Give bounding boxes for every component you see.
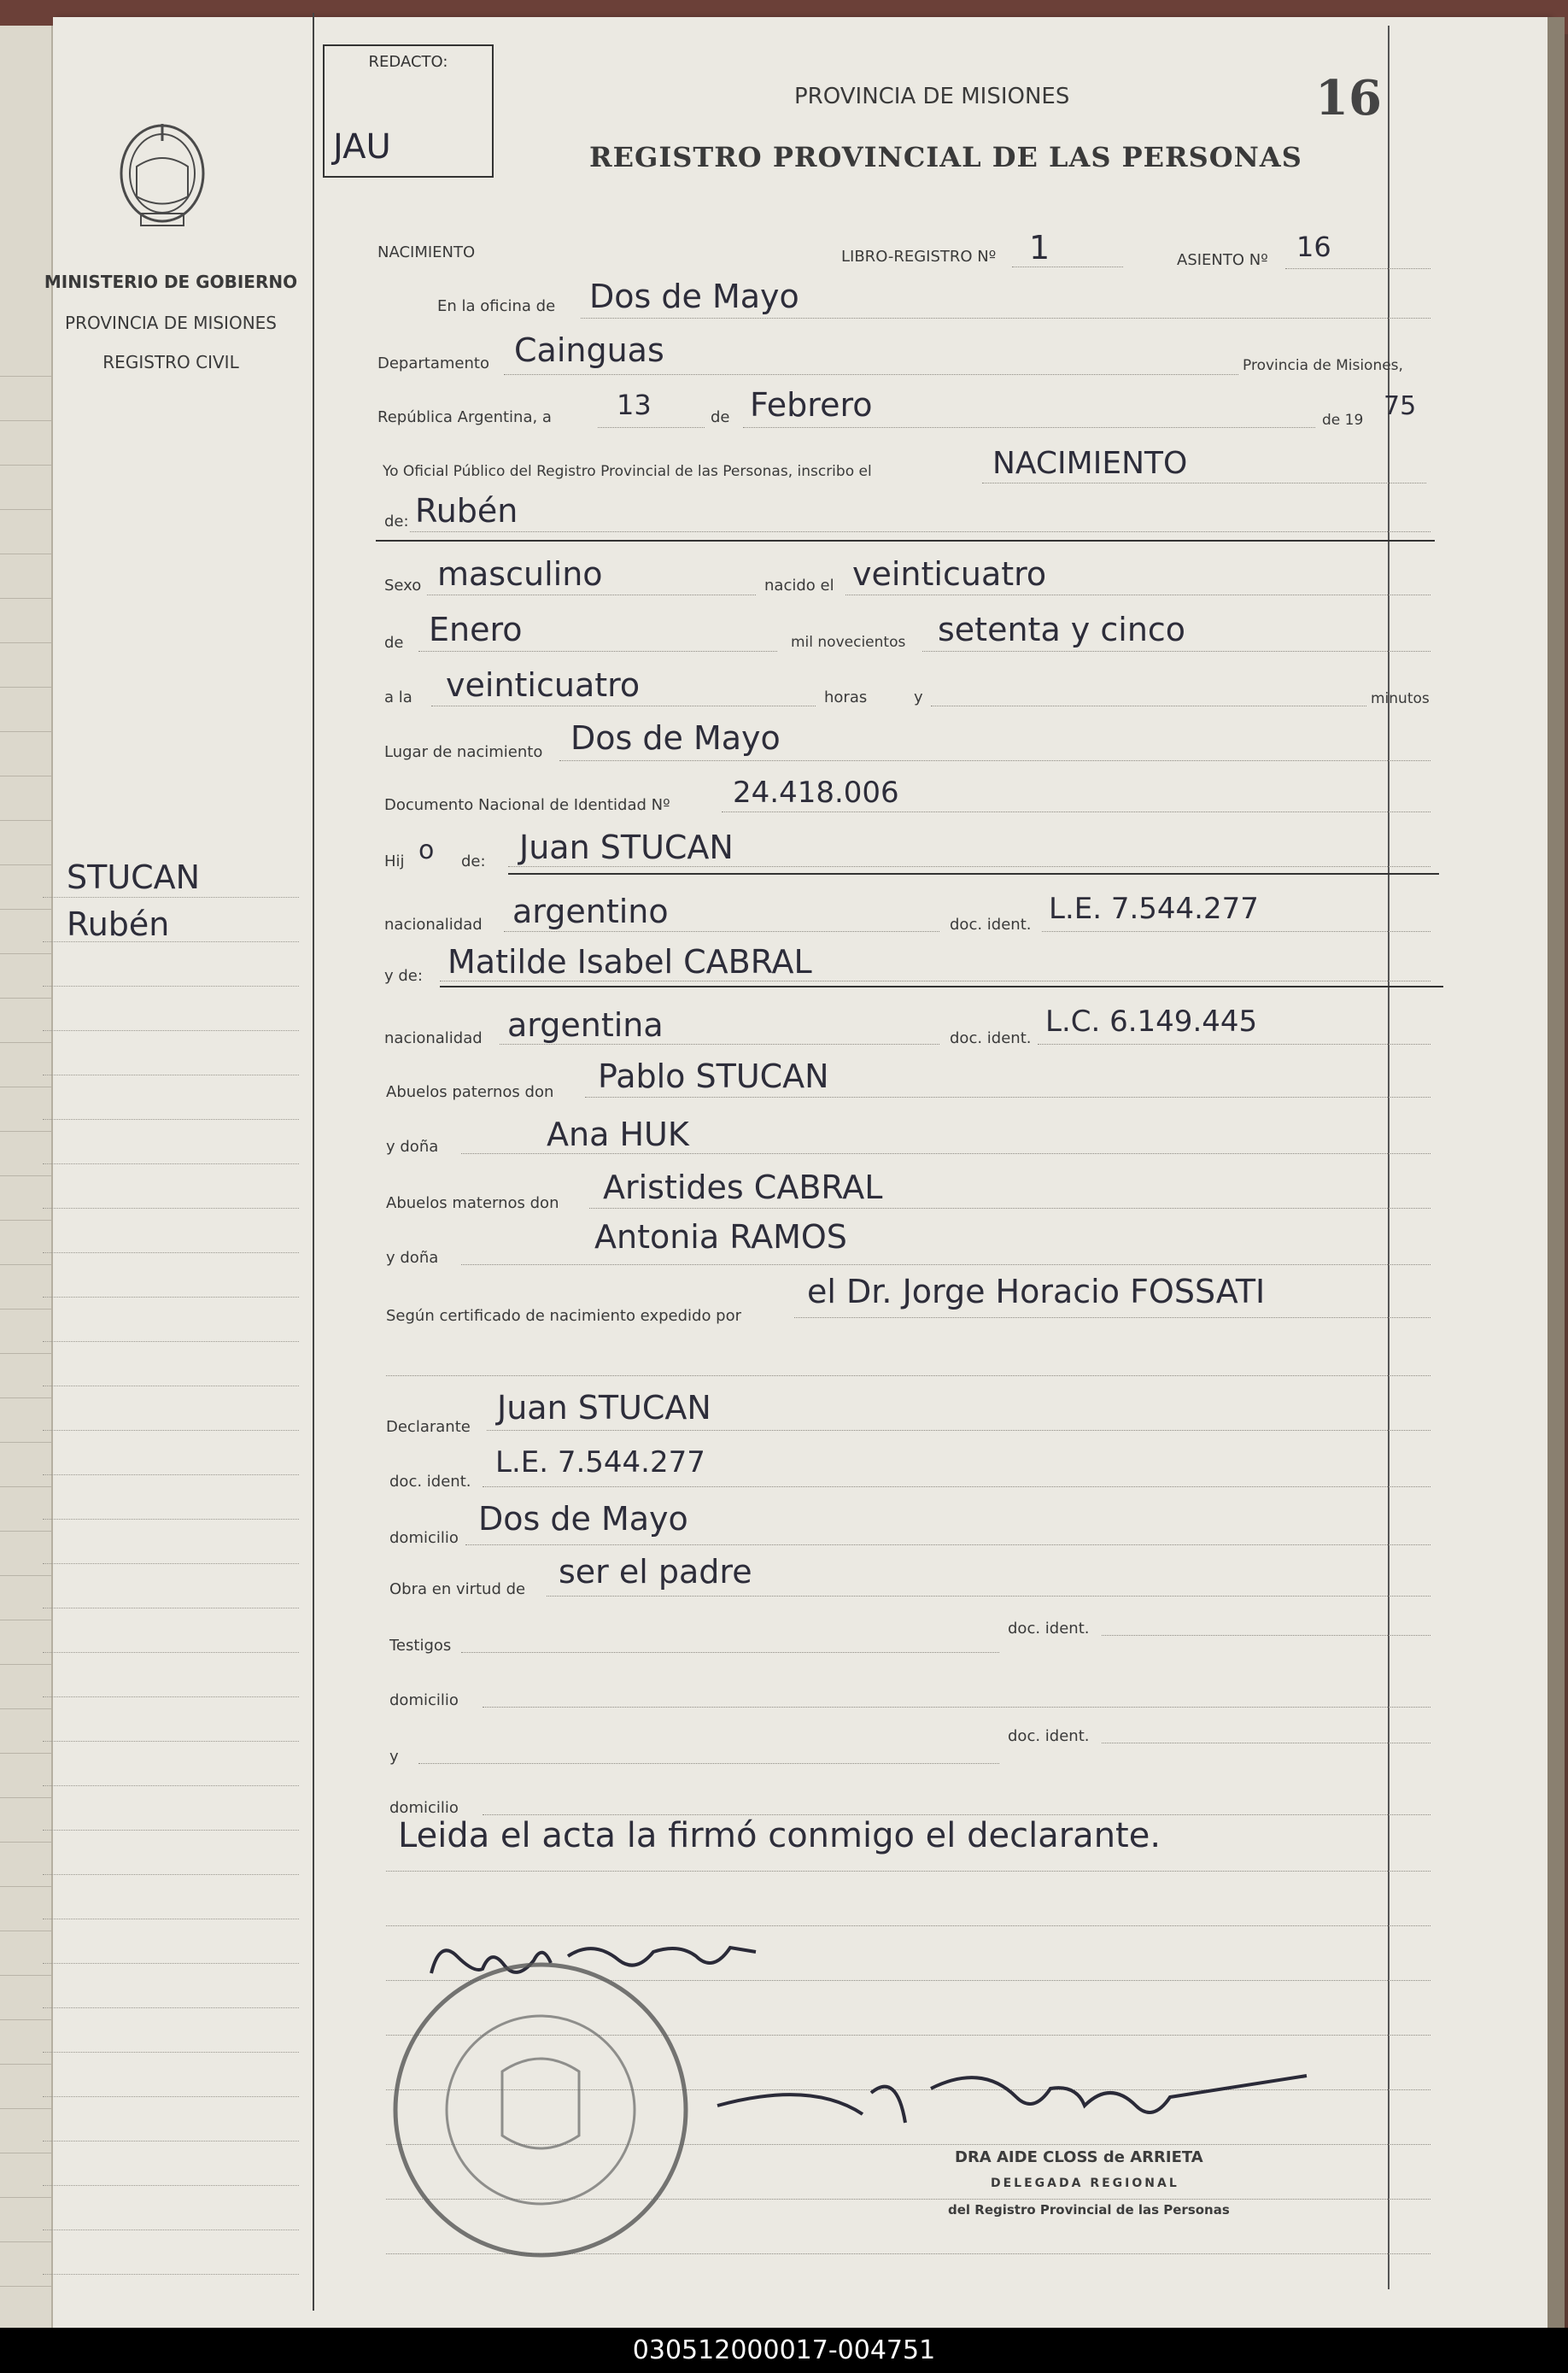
margin-ruled-line — [43, 2185, 299, 2186]
asiento-label: ASIENTO Nº — [1177, 251, 1268, 269]
margin-surname: STUCAN — [67, 858, 201, 896]
facing-page-line — [0, 909, 51, 910]
facing-page-line — [0, 1175, 51, 1176]
margin-ruled-line — [43, 941, 299, 942]
abuela-pat-value: Ana HUK — [547, 1116, 689, 1153]
officer-signature — [709, 2046, 1460, 2157]
official-stamp — [383, 1952, 699, 2268]
ministry-province: PROVINCIA DE MISIONES — [65, 313, 277, 333]
margin-ruled-line — [43, 1874, 299, 1875]
margin-ruled-line — [43, 2229, 299, 2230]
header-registry-title: REGISTRO PROVINCIAL DE LAS PERSONAS — [589, 141, 1302, 173]
testigos-label: Testigos — [389, 1637, 452, 1655]
testigo1-doc-label: doc. ident. — [1008, 1620, 1090, 1638]
abuela-mat-value: Antonia RAMOS — [594, 1218, 847, 1256]
year-value: 75 — [1384, 391, 1417, 421]
month-value: Febrero — [750, 386, 873, 424]
testigo2-doc-label: doc. ident. — [1008, 1727, 1090, 1745]
obra-value: ser el padre — [559, 1553, 752, 1591]
abuelo-pat-value: Pablo STUCAN — [598, 1058, 829, 1095]
delegate-title: DELEGADA REGIONAL — [991, 2177, 1179, 2190]
madre-nac-value: argentina — [507, 1006, 664, 1044]
testigo2-domicilio-label: domicilio — [389, 1799, 459, 1817]
margin-ruled-line — [43, 2274, 299, 2275]
facing-page-line — [0, 1309, 51, 1310]
yde-label: y de: — [384, 967, 423, 985]
page-number: 16 — [1315, 70, 1382, 126]
libro-value: 1 — [1029, 229, 1050, 267]
margin-ruled-line — [43, 1785, 299, 1786]
image-caption: 030512000017-004751 — [0, 2328, 1568, 2373]
facing-page-line — [0, 598, 51, 599]
madre-nac-label: nacionalidad — [384, 1029, 483, 1047]
delegate-name: DRA AIDE CLOSS de ARRIETA — [955, 2148, 1203, 2166]
margin-ruled-line — [43, 1163, 299, 1164]
departamento-value: Cainguas — [514, 331, 664, 369]
facing-page-line — [0, 509, 51, 510]
margin-ruled-line — [43, 1208, 299, 1209]
book-edge — [1548, 17, 1565, 2328]
dni-value: 24.418.006 — [733, 776, 899, 810]
hij-value: o — [418, 835, 435, 865]
oficina-value: Dos de Mayo — [589, 278, 799, 315]
padre-nac-label: nacionalidad — [384, 916, 483, 934]
decl-doc-value: L.E. 7.544.277 — [495, 1445, 705, 1479]
madre-doc-label: doc. ident. — [950, 1029, 1032, 1047]
domicilio-value: Dos de Mayo — [478, 1500, 688, 1538]
facing-page-line — [0, 1753, 51, 1754]
coat-of-arms-icon — [111, 115, 214, 235]
libro-label: LIBRO-REGISTRO Nº — [841, 248, 997, 266]
margin-ruled-line — [43, 897, 299, 898]
facing-page-line — [0, 731, 51, 732]
padre-value: Juan STUCAN — [519, 829, 734, 866]
de-label: de — [711, 408, 730, 426]
padre-doc-value: L.E. 7.544.277 — [1049, 892, 1259, 926]
margin-ruled-line — [43, 1297, 299, 1298]
de2-label: de — [384, 634, 404, 652]
body-ruled-line — [386, 1871, 1431, 1872]
day-value: 13 — [617, 389, 652, 421]
sexo-label: Sexo — [384, 577, 422, 595]
facing-page-line — [0, 1842, 51, 1843]
margin-ruled-line — [43, 1341, 299, 1342]
domicilio-label: domicilio — [389, 1529, 459, 1547]
oficina-label: En la oficina de — [437, 297, 556, 315]
abuelos-mat-label: Abuelos maternos don — [386, 1194, 559, 1212]
margin-ruled-line — [43, 1741, 299, 1742]
testigo2-y-label: y — [389, 1748, 399, 1766]
sexo-value: masculino — [437, 555, 603, 593]
facing-page-line — [0, 1442, 51, 1443]
facing-page-line — [0, 1486, 51, 1487]
delegate-office: del Registro Provincial de las Personas — [948, 2202, 1230, 2218]
horas-label: horas — [824, 688, 868, 706]
margin-ruled-line — [43, 986, 299, 987]
facing-page-line — [0, 2241, 51, 2242]
redacto-label: REDACTO: — [368, 53, 448, 71]
margin-rule — [313, 13, 314, 2311]
anio-nac-value: setenta y cinco — [938, 611, 1186, 648]
facing-page-line — [0, 1264, 51, 1265]
facing-page-line — [0, 953, 51, 954]
facing-page-line — [0, 1664, 51, 1665]
facing-page-line — [0, 2064, 51, 2065]
facing-page-line — [0, 2019, 51, 2020]
margin-ruled-line — [43, 1696, 299, 1697]
margin-ruled-line — [43, 1830, 299, 1831]
yo-oficial-text: Yo Oficial Público del Registro Provincial de las Personas, inscribo el — [383, 463, 872, 480]
minutos-label: minutos — [1371, 690, 1430, 707]
margin-ruled-line — [43, 1519, 299, 1520]
margin-ruled-line — [43, 1430, 299, 1431]
facing-page-line — [0, 420, 51, 421]
nacido-label: nacido el — [764, 577, 834, 595]
facing-page-line — [0, 2108, 51, 2109]
facing-page-line — [0, 642, 51, 643]
facing-page-line — [0, 1353, 51, 1354]
declarante-value: Juan STUCAN — [497, 1389, 711, 1427]
header-province: PROVINCIA DE MISIONES — [794, 84, 1070, 109]
facing-page-line — [0, 2286, 51, 2287]
segun-value: el Dr. Jorge Horacio FOSSATI — [807, 1273, 1266, 1310]
margin-ruled-line — [43, 1030, 299, 1031]
facing-page-line — [0, 1042, 51, 1043]
margin-ruled-line — [43, 1963, 299, 1964]
madre-value: Matilde Isabel CABRAL — [448, 943, 812, 981]
declarante-label: Declarante — [386, 1418, 471, 1436]
margin-ruled-line — [43, 1563, 299, 1564]
ala-label: a la — [384, 688, 412, 706]
margin-ruled-line — [43, 1652, 299, 1653]
dni-label: Documento Nacional de Identidad Nº — [384, 796, 670, 814]
facing-page-line — [0, 376, 51, 377]
redacto-value: JAU — [333, 127, 391, 167]
facing-page-line — [0, 1797, 51, 1798]
tipo-value: NACIMIENTO — [992, 446, 1188, 481]
margin-ruled-line — [43, 2096, 299, 2097]
lugar-label: Lugar de nacimiento — [384, 743, 543, 761]
lugar-value: Dos de Mayo — [570, 719, 781, 757]
margin-ruled-line — [43, 1474, 299, 1475]
mes-nac-value: Enero — [429, 611, 523, 648]
padre-nac-value: argentino — [512, 893, 669, 930]
hij-de-label: de: — [461, 853, 486, 870]
padre-doc-label: doc. ident. — [950, 916, 1032, 934]
nombre-value: Rubén — [415, 492, 518, 530]
facing-page-line — [0, 687, 51, 688]
ministry-title: MINISTERIO DE GOBIERNO — [44, 272, 298, 292]
hij-label: Hij — [384, 853, 405, 870]
ministry-registry: REGISTRO CIVIL — [102, 352, 239, 372]
closing-statement: Leida el acta la firmó conmigo el declarante. — [398, 1816, 1161, 1855]
departamento-label: Departamento — [377, 354, 489, 372]
asiento-value: 16 — [1296, 231, 1331, 263]
republica-label: República Argentina, a — [377, 408, 552, 426]
de-colon-label: de: — [384, 513, 409, 530]
facing-page-line — [0, 1220, 51, 1221]
year-prefix: de 19 — [1322, 412, 1364, 429]
facing-page-line — [0, 820, 51, 821]
facing-page-line — [0, 465, 51, 466]
facing-page-line — [0, 1886, 51, 1887]
nacido-value: veinticuatro — [852, 555, 1047, 593]
margin-given-name: Rubén — [67, 905, 170, 943]
abuelos-pat-label: Abuelos paternos don — [386, 1083, 554, 1101]
obra-label: Obra en virtud de — [389, 1580, 526, 1598]
margin-ruled-line — [43, 1252, 299, 1253]
ydona-pat-label: y doña — [386, 1138, 439, 1156]
provincia-suffix: Provincia de Misiones, — [1243, 357, 1403, 374]
testigo1-domicilio-label: domicilio — [389, 1691, 459, 1709]
facing-page-line — [0, 998, 51, 999]
y-label: y — [914, 688, 923, 706]
decl-doc-label: doc. ident. — [389, 1473, 471, 1491]
hora-value: veinticuatro — [446, 666, 641, 704]
margin-ruled-line — [43, 2052, 299, 2053]
section-label: NACIMIENTO — [377, 243, 476, 261]
ydona-mat-label: y doña — [386, 1249, 439, 1267]
facing-page-line — [0, 1531, 51, 1532]
facing-page-line — [0, 864, 51, 865]
mil-label: mil novecientos — [791, 634, 906, 651]
facing-page-line — [0, 1975, 51, 1976]
madre-doc-value: L.C. 6.149.445 — [1045, 1005, 1258, 1039]
redacto-box — [323, 44, 494, 178]
segun-label: Según certificado de nacimiento expedido por — [386, 1307, 742, 1325]
facing-page-line — [0, 1708, 51, 1709]
margin-ruled-line — [43, 1119, 299, 1120]
facing-page-line — [0, 1131, 51, 1132]
margin-ruled-line — [43, 2007, 299, 2008]
facing-page-line — [0, 2197, 51, 2198]
margin-ruled-line — [43, 2141, 299, 2142]
facing-page-line — [0, 1397, 51, 1398]
abuelo-mat-value: Aristides CABRAL — [603, 1169, 883, 1206]
facing-page-line — [0, 1575, 51, 1576]
